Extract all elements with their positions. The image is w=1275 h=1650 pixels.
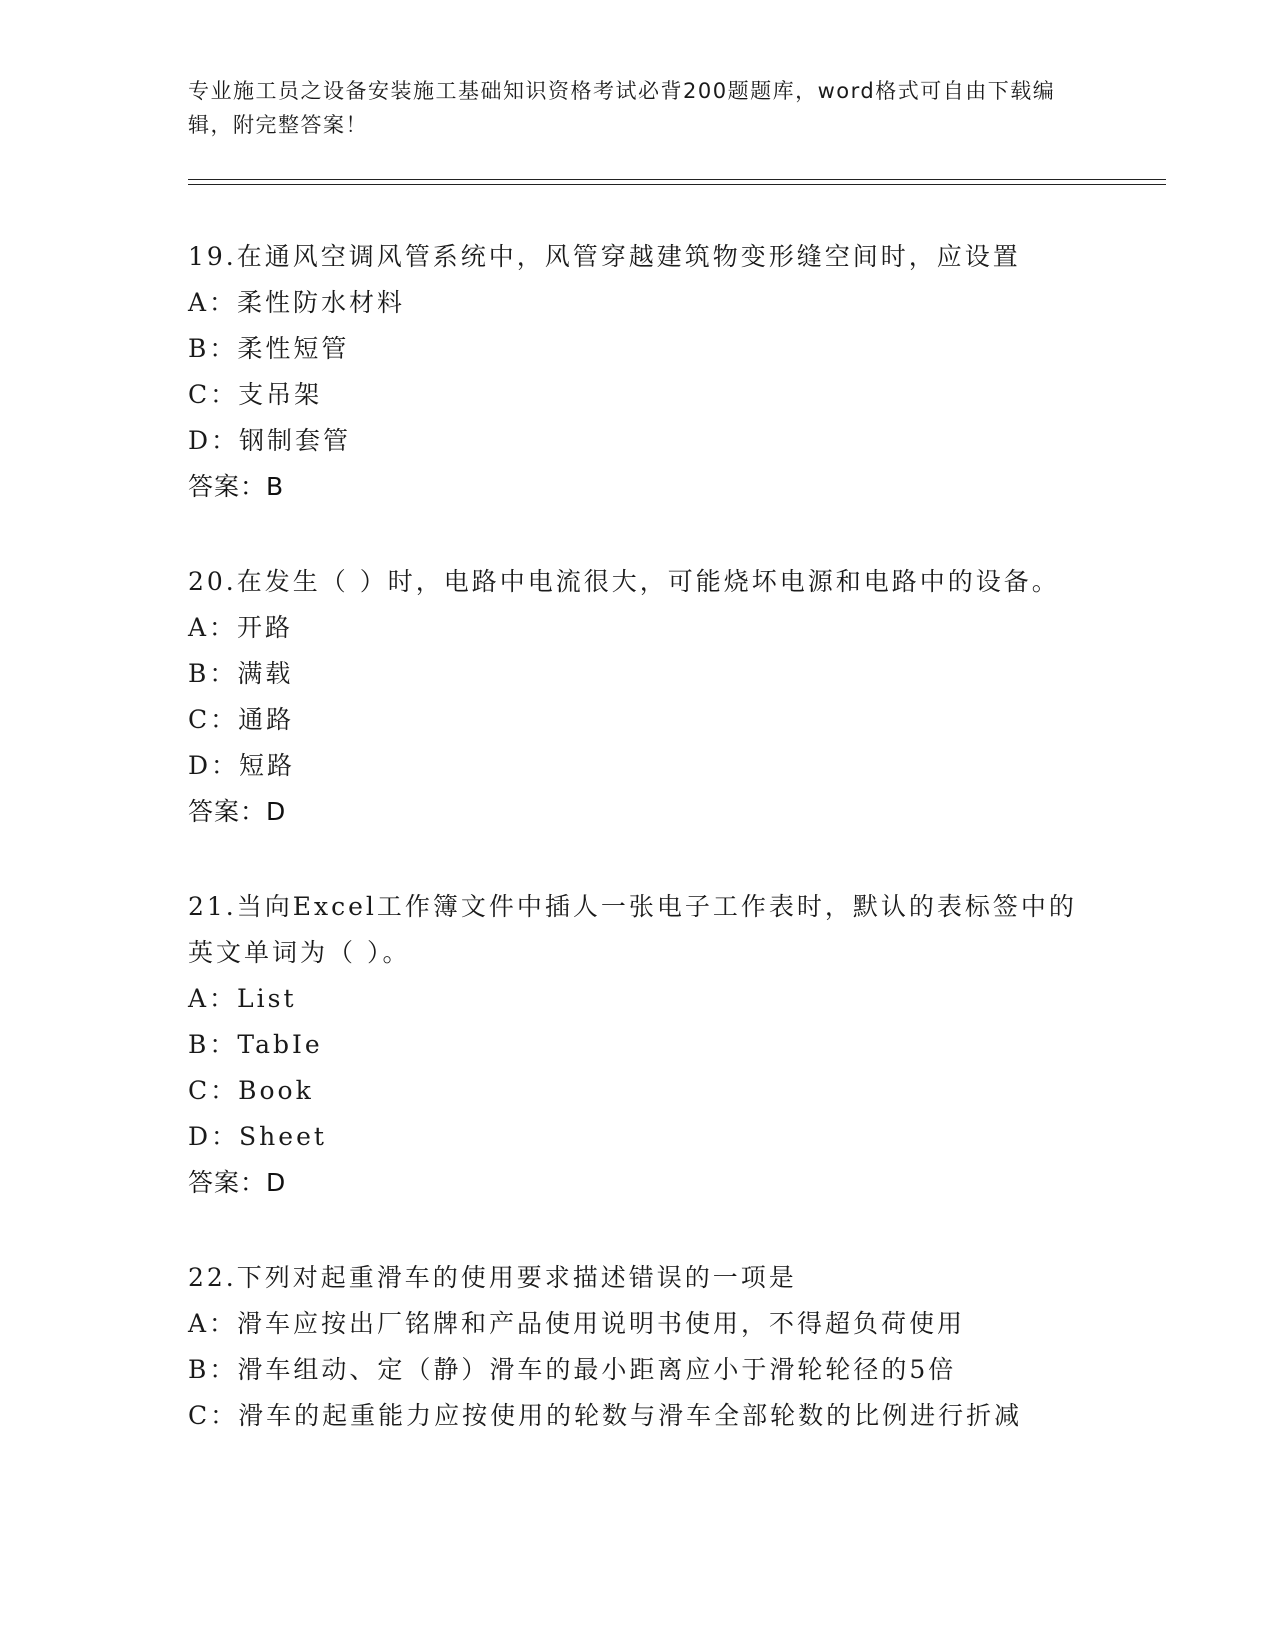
option-d: D：钢制套管	[188, 426, 352, 455]
option-a: A：开路	[188, 613, 294, 642]
question-stem: 22.下列对起重滑车的使用要求描述错误的一项是	[188, 1263, 797, 1292]
question-stem: 19.在通风空调风管系统中，风管穿越建筑物变形缝空间时，应设置	[188, 242, 1021, 271]
answer-line: 答案：D	[188, 1168, 287, 1197]
answer-line: 答案：B	[188, 472, 285, 501]
question-21	[188, 884, 1088, 1206]
option-b: B：滑车组动、定（静）滑车的最小距离应小于滑轮轮径的5倍	[188, 1355, 957, 1384]
option-c: C：Book	[188, 1076, 314, 1105]
option-d: D：Sheet	[188, 1122, 327, 1151]
question-22	[188, 1255, 1088, 1439]
option-b: B：满载	[188, 659, 294, 688]
question-stem: 21.当向Excel工作簿文件中插人一张电子工作表时，默认的表标签中的英文单词为（ ）。	[188, 892, 1077, 967]
option-a: A：List	[188, 984, 297, 1013]
option-c: C：滑车的起重能力应按使用的轮数与滑车全部轮数的比例进行折减	[188, 1401, 1023, 1430]
question-stem: 20.在发生（ ）时，电路中电流很大，可能烧坏电源和电路中的设备。	[188, 567, 1060, 596]
answer-line: 答案：D	[188, 797, 287, 826]
option-b: B：柔性短管	[188, 334, 350, 363]
document-header: 专业施工员之设备安装施工基础知识资格考试必背200题题库，word格式可自由下载编辑，附完整答案！	[188, 79, 1056, 137]
option-c: C：通路	[188, 705, 295, 734]
question-20	[188, 559, 1088, 835]
option-b: B：TabIe	[188, 1030, 323, 1059]
option-a: A：柔性防水材料	[188, 288, 406, 317]
question-list	[188, 234, 1088, 1488]
header-divider-bottom	[188, 184, 1166, 185]
option-a: A：滑车应按出厂铭牌和产品使用说明书使用，不得超负荷使用	[188, 1309, 966, 1338]
option-d: D：短路	[188, 751, 296, 780]
question-19	[188, 234, 1088, 510]
option-c: C：支吊架	[188, 380, 323, 409]
header-divider-top	[188, 179, 1166, 180]
